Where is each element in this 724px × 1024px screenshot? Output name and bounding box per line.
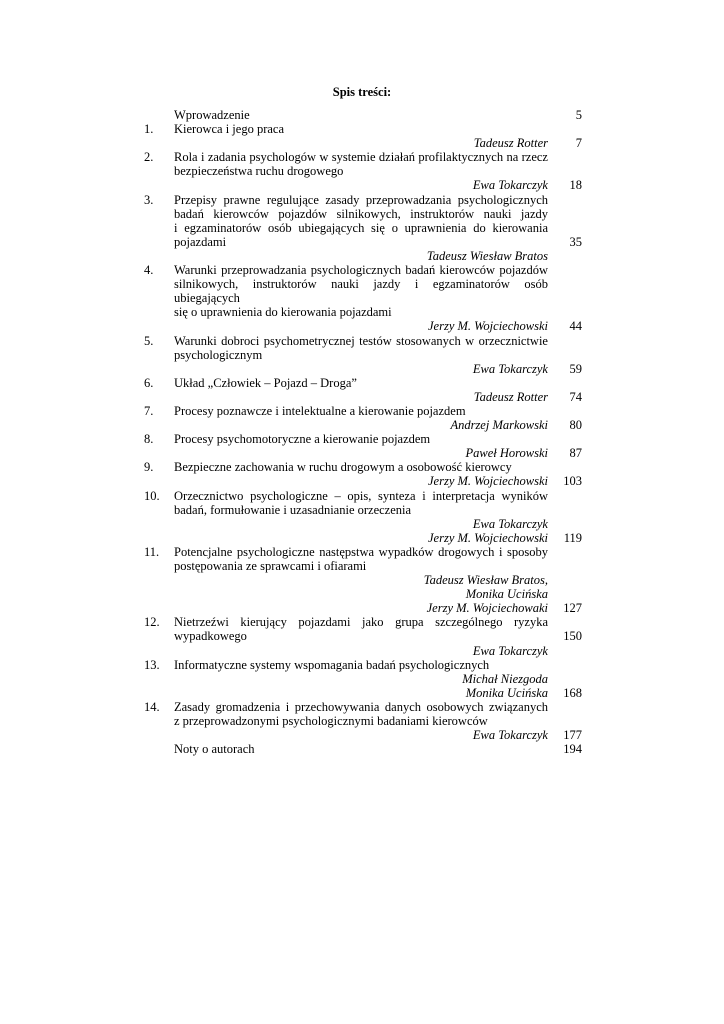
- page-number: 194: [563, 742, 582, 757]
- toc-entry: [144, 404, 584, 432]
- entry-title: [174, 742, 548, 756]
- toc-entry: [144, 700, 584, 742]
- entry-title-line: postępowania ze sprawcami i ofiarami: [174, 559, 367, 573]
- entry-title: [174, 432, 548, 446]
- toc-entry: [144, 658, 584, 700]
- page-number: 127: [563, 601, 582, 616]
- entry-number: 13.: [144, 657, 160, 672]
- entry-number: 5.: [144, 333, 154, 348]
- entry-author: Jerzy M. Wojciechowski: [428, 319, 548, 334]
- entry-title-line: pojazdami: [174, 234, 227, 249]
- entry-title-line: Informatyczne systemy wspomagania badań psychologicznych: [174, 657, 490, 672]
- page-number: 119: [563, 530, 582, 545]
- entry-number: 14.: [144, 699, 160, 714]
- entry-title-line: Procesy poznawcze i intelektualne a kierowanie pojazdem: [174, 403, 466, 418]
- page-number: 168: [563, 685, 582, 700]
- entry-author: Jerzy M. Wojciechowski: [428, 474, 548, 489]
- toc-entry: [144, 376, 584, 404]
- toc-entry: [144, 108, 584, 122]
- entry-author: Ewa Tokarczyk: [472, 728, 548, 743]
- entry-title-line: Procesy psychomotoryczne a kierowanie pojazdem: [174, 432, 431, 447]
- entry-title-line: Warunki dobroci psychometrycznej testów stosowanych w orzecznictwie: [174, 333, 548, 348]
- entry-title-line: Potencjalne psychologiczne następstwa wypadków drogowych i sposoby: [174, 544, 548, 559]
- toc-entry: [144, 193, 584, 263]
- entry-author: Jerzy M. Wojciechowski: [428, 530, 548, 545]
- table-of-contents: [144, 108, 584, 756]
- page-number: 59: [569, 361, 582, 376]
- entry-number: 4.: [144, 263, 154, 278]
- toc-entry: [144, 545, 584, 615]
- entry-author: Tadeusz Rotter: [473, 389, 548, 404]
- toc-entry: [144, 432, 584, 460]
- entry-title-line: Bezpieczne zachowania w ruchu drogowym a osobowość kierowcy: [174, 460, 512, 475]
- entry-title: [174, 700, 548, 728]
- entry-title-line: Wprowadzenie: [174, 108, 250, 122]
- entry-number: 6.: [144, 375, 154, 390]
- entry-number: 2.: [144, 150, 154, 165]
- entry-number: 8.: [144, 432, 154, 447]
- entry-number: 9.: [144, 460, 154, 475]
- entry-title: [174, 108, 548, 122]
- page-number: 18: [569, 178, 582, 193]
- page-number: 5: [575, 108, 582, 122]
- entry-title-line: psychologicznym: [174, 347, 263, 362]
- entry-title: [174, 122, 548, 136]
- entry-title: [174, 150, 548, 178]
- toc-entry: [144, 460, 584, 488]
- entry-author: Paweł Horowski: [465, 446, 548, 461]
- entry-title: [174, 193, 548, 249]
- entry-title-line: badań kierowców pojazdów silnikowych, instruktorów nauki jazdy: [174, 206, 548, 221]
- page-number: 74: [569, 389, 582, 404]
- toc-entry: [144, 489, 584, 545]
- toc-entry: [144, 150, 584, 192]
- entry-title: [174, 615, 548, 643]
- entry-author: Tadeusz Rotter: [473, 136, 548, 151]
- entry-title: [174, 489, 548, 517]
- entry-title-line: Warunki przeprowadzania psychologicznych badań kierowców pojazdów: [174, 263, 548, 278]
- entry-author: Michał Niezgoda: [462, 671, 548, 686]
- entry-number: 1.: [144, 122, 154, 137]
- page-number: 44: [569, 319, 582, 334]
- page-number: 35: [569, 234, 582, 249]
- entry-author: Ewa Tokarczyk: [472, 178, 548, 193]
- page-number: 177: [563, 728, 582, 743]
- page-number: 103: [563, 474, 582, 489]
- entry-author: Jerzy M. Wojciechowaki: [426, 601, 548, 616]
- toc-title: Spis treści:: [332, 85, 392, 99]
- entry-title-line: Orzecznictwo psychologiczne – opis, synteza i interpretacja wyników: [174, 488, 548, 503]
- entry-title-line: Układ „Człowiek – Pojazd – Droga”: [174, 375, 357, 390]
- entry-title-line: badań, formułowanie i uzasadnianie orzeczenia: [174, 502, 412, 517]
- entry-title-line: i egzaminatorów osób ubiegających się o uprawnienia do kierowania: [174, 220, 548, 235]
- entry-title: [174, 376, 548, 390]
- entry-author: Tadeusz Wiesław Bratos: [426, 248, 548, 263]
- entry-title: [174, 545, 548, 573]
- page-number: 87: [569, 446, 582, 461]
- entry-title-line: Rola i zadania psychologów w systemie działań profilaktycznych na rzecz: [174, 150, 548, 165]
- entry-author: Andrzej Markowski: [450, 418, 548, 433]
- entry-title: [174, 658, 548, 672]
- entry-title-line: wypadkowego: [174, 629, 247, 644]
- entry-author: Ewa Tokarczyk: [472, 643, 548, 658]
- toc-entry: [144, 615, 584, 657]
- entry-title-line: Zasady gromadzenia i przechowywania danych osobowych związanych: [174, 699, 548, 714]
- toc-entry: [144, 334, 584, 376]
- entry-number: 7.: [144, 403, 154, 418]
- entry-title-line: Przepisy prawne regulujące zasady przeprowadzania psychologicznych: [174, 192, 548, 207]
- entry-author: Monika Ucińska: [465, 587, 548, 602]
- page-number: 80: [569, 418, 582, 433]
- entry-title-line: się o uprawnienia do kierowania pojazdami: [174, 305, 392, 320]
- entry-title-line: Nietrzeźwi kierujący pojazdami jako grupa szczególnego ryzyka: [174, 615, 548, 630]
- entry-number: 12.: [144, 615, 160, 630]
- toc-entry: [144, 122, 584, 150]
- page-number: 150: [563, 629, 582, 644]
- entry-title-line: Noty o autorach: [174, 742, 255, 757]
- toc-entry: [144, 742, 584, 756]
- entry-title-line: z przeprowadzonymi psychologicznymi badaniami kierowców: [174, 714, 488, 729]
- entry-title-line: Kierowca i jego praca: [174, 122, 285, 137]
- entry-number: 11.: [144, 544, 160, 559]
- entry-author: Ewa Tokarczyk: [472, 516, 548, 531]
- entry-title: [174, 404, 548, 418]
- entry-author: Ewa Tokarczyk: [472, 361, 548, 376]
- entry-title: [174, 263, 548, 319]
- entry-author: Tadeusz Wiesław Bratos,: [423, 573, 548, 588]
- entry-author: Monika Ucińska: [465, 685, 548, 700]
- entry-number: 10.: [144, 488, 160, 503]
- entry-title-line: silnikowych, instruktorów nauki jazdy i egzaminatorów osób ubiegających: [174, 277, 548, 306]
- toc-entry: [144, 263, 584, 333]
- entry-title: [174, 334, 548, 362]
- entry-title: [174, 460, 548, 474]
- entry-title-line: bezpieczeństwa ruchu drogowego: [174, 164, 344, 179]
- entry-number: 3.: [144, 192, 154, 207]
- page-number: 7: [575, 136, 582, 151]
